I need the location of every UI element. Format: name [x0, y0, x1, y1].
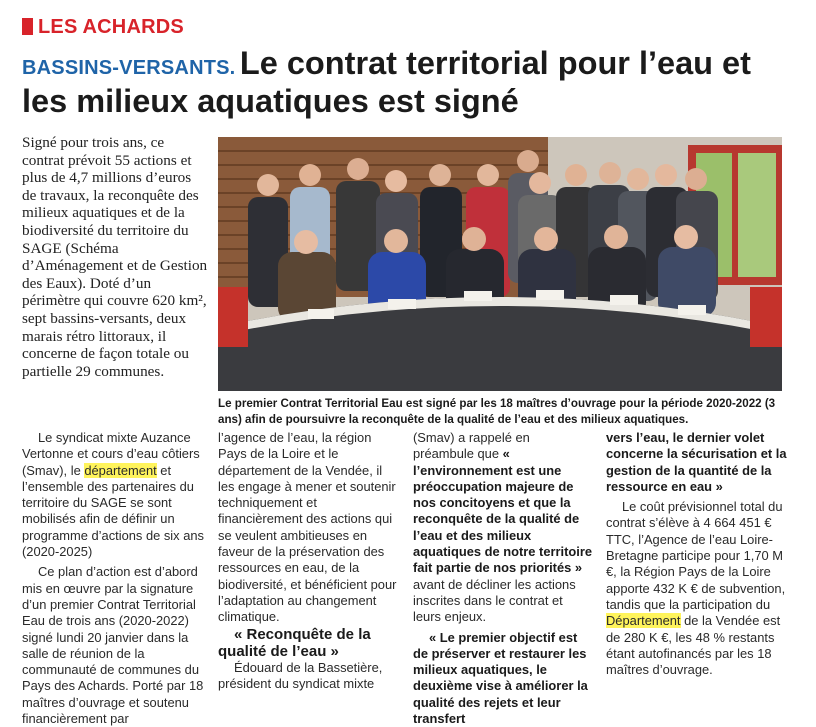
- col1-paragraph-1: [22, 430, 207, 560]
- body-column-1: [22, 430, 207, 727]
- col3-paragraph-1: [413, 430, 594, 626]
- col2-paragraph-2: Édouard de la Bassetière, président du syndicat mixte: [218, 659, 383, 691]
- col3-p1-text-c: avant de décliner les actions inscrites dans le contrat et leurs enjeux.: [413, 576, 576, 625]
- col4-quote-end: vers l’eau, le dernier volet concerne la sécurisation et la gestion de la quantité de la ressource en eau »: [606, 430, 787, 494]
- col4-p2-text-a: Le coût prévisionnel total du contrat s’élève à 4 664 451 € TTC, l’Agence de l’eau Loire-Bretagne participe pour 1,70 M €, la Région Pays de la Loire apporte 432 K € de subvention, tandis que la participation du: [606, 499, 786, 612]
- body-column-2: [218, 430, 402, 692]
- locality-label: [22, 16, 184, 39]
- lead-paragraph: Signé pour trois ans, ce contrat prévoit 55 actions et plus de 4,7 millions d’euros de travaux, la reconquête des milieux aquatiques et de la biodiversité du territoire du SAGE (Schéma d’Aménagement et de Gestion des Eaux). Doté d’un périmètre qui couvre 620 km², sept bassins-versants, deux marais rétro littoraux, il concerne de façon totale ou partielle 29 communes.: [22, 134, 208, 380]
- col1-p1-text-a: Le syndicat mixte Auzance Vertonne et cours d’eau côtiers (Smav), le: [22, 430, 200, 478]
- photo-caption: Le premier Contrat Territorial Eau est signé par les 18 maîtres d’ouvrage pour la période 2020-2022 (3 ans) afin de poursuivre la reconquête de la qualité de l’eau et des milieux aquatiques.: [218, 397, 776, 426]
- col1-p1-text-b: et l’ensemble des partenaires du territoire du SAGE se sont mobilisés afin de définir un programme d’actions de six ans (2020-2025): [22, 462, 204, 560]
- headline-title: Le contrat territorial pour l’eau et les milieux aquatiques est signé: [22, 45, 751, 119]
- headline: [22, 44, 802, 120]
- col1-paragraph-2: Ce plan d’action est d’abord mis en œuvre par la signature d’un premier Contrat Territorial Eau de trois ans (2020-2022) signé lundi 20 janvier dans la salle de réunion de la communauté de communes du Pays des Achards. Porté par 18 maîtres d’ouvrage et soutenu financièrement par: [22, 564, 204, 727]
- locality-text: LES ACHARDS: [38, 16, 184, 38]
- col3-quote-1: « l’environnement est une préoccupation majeure de nos concitoyens et que la reconquête de la qualité de l’eau et des milieux aquatiques de notre territoire fait partie de nos priorités »: [413, 446, 593, 576]
- group-photo: [218, 137, 782, 391]
- kicker: BASSINS-VERSANTS.: [22, 57, 236, 79]
- col4-paragraph-2: [606, 499, 788, 678]
- group-photo-illustration: [218, 137, 782, 391]
- col2-paragraph-1: l’agence de l’eau, la région Pays de la Loire et le département de la Vendée, il les engage à mener et soutenir techniquement et financièrement des actions qui se veulent ambitieuses en faveur de la préservation des ressources en eau, de la biodiversité, et bénéficient pour l’adaptation au changement climatique.: [218, 430, 397, 625]
- col3-quote-2: « Le premier objectif est de préserver et restaurer les milieux aquatiques, le deuxième vise à améliorer la qualité des rejets et leur transfert: [413, 629, 588, 727]
- col4-p2-text-b: de la Vendée est de 280 K €, les 48 % restants étant autofinancés par les 18 maîtres d’ouvrage.: [606, 613, 781, 678]
- locality-marker: [22, 18, 33, 35]
- highlight-departement-2: Département: [606, 613, 681, 629]
- subhead-reconquete: « Reconquête de la qualité de l’eau »: [218, 625, 371, 660]
- body-column-3: [413, 430, 594, 727]
- highlight-departement: département: [84, 462, 157, 478]
- body-column-4: [606, 430, 788, 678]
- col3-p1-text-a: (Smav) a rappelé en préambule que: [413, 430, 530, 462]
